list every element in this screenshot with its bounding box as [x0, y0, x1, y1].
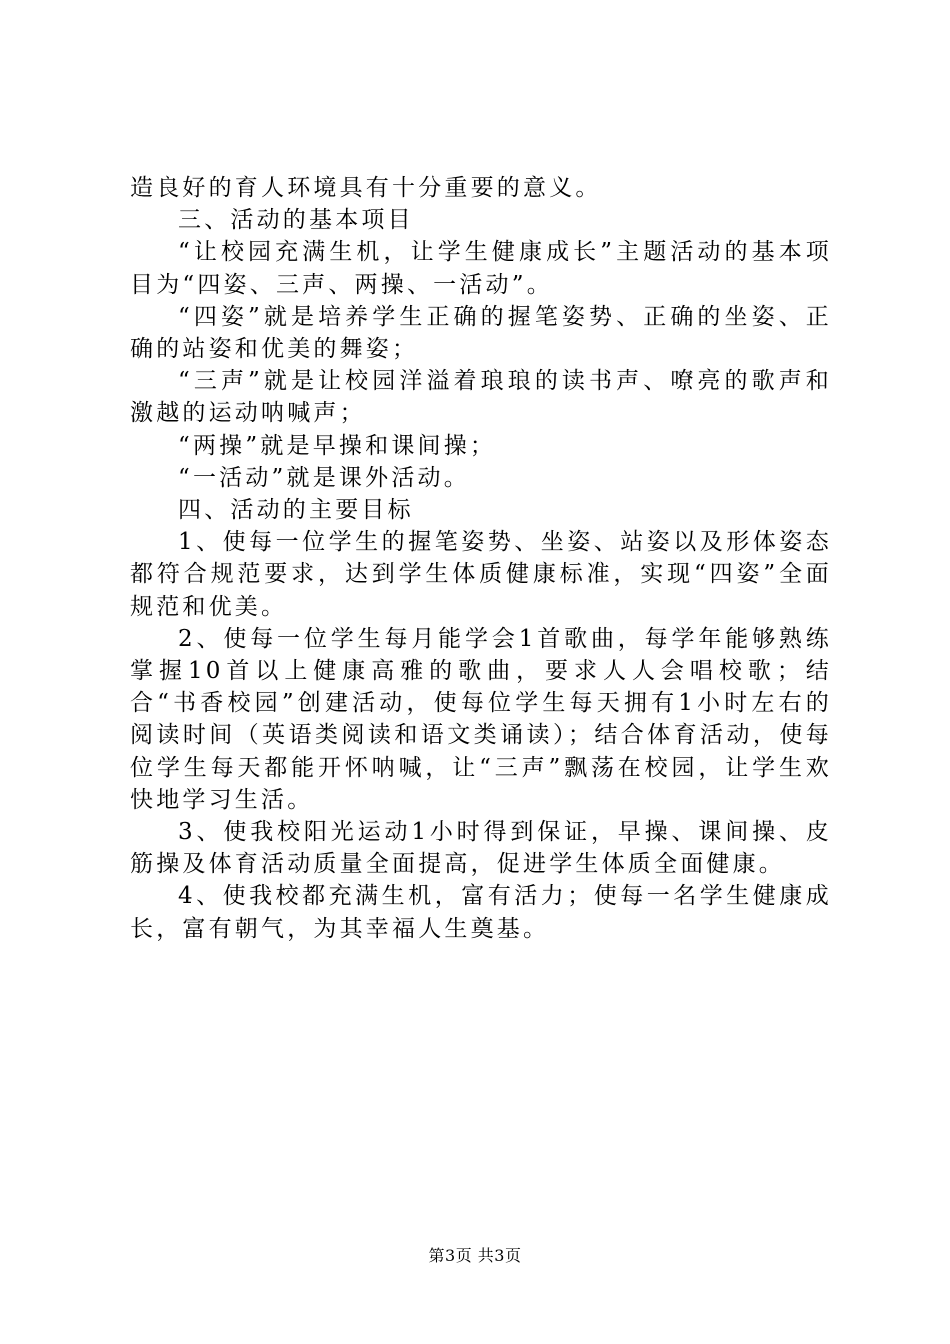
- paragraph-goal-3: 3、使我校阳光运动1小时得到保证，早操、课间操、皮筋操及体育活动质量全面提高，促进学生体质全面健康。: [130, 819, 832, 878]
- page-footer: [0, 1246, 950, 1266]
- page-number-label: 第3页 共3页: [428, 1246, 522, 1265]
- paragraph-four-postures: “四姿”就是培养学生正确的握笔姿势、正确的坐姿、正确的站姿和优美的舞姿；: [130, 303, 832, 363]
- paragraph-one-activity: “一活动”就是课外活动。: [178, 464, 470, 491]
- paragraph-goal-1: 1、使每一位学生的握笔姿势、坐姿、站姿以及形体姿态都符合规范要求，达到学生体质健康标准，实现“四姿”全面规范和优美。: [130, 529, 832, 620]
- paragraph-three-sounds: “三声”就是让校园洋溢着琅琅的读书声、嘹亮的歌声和激越的运动呐喊声；: [130, 368, 832, 427]
- paragraph-goal-4: 4、使我校都充满生机，富有活力；使每一名学生健康成长，富有朝气，为其幸福人生奠基。: [130, 883, 832, 942]
- section-heading-activity-items: 三、活动的基本项目: [178, 207, 414, 234]
- document-body: [130, 172, 832, 945]
- paragraph-theme-activity: “让校园充满生机，让学生健康成长”主题活动的基本项目为“四姿、三声、两操、一活动”。: [130, 239, 832, 298]
- paragraph-continuation: 造良好的育人环境具有十分重要的意义。: [130, 175, 602, 201]
- paragraph-two-exercises: “两操”就是早操和课间操；: [178, 432, 497, 459]
- section-heading-main-goals: 四、活动的主要目标: [178, 497, 414, 524]
- paragraph-goal-2: 2、使每一位学生每月能学会1首歌曲，每学年能够熟练掌握10首以上健康高雅的歌曲，要求人人会唱校歌；结合“书香校园”创建活动，使每位学生每天拥有1小时左右的阅读时间（英语类阅读和语文类诵读）；结合体育活动，使每位学生每天都能开怀呐喊，让“三声”飘荡在校园，让学生欢快地学习生活。: [130, 625, 832, 813]
